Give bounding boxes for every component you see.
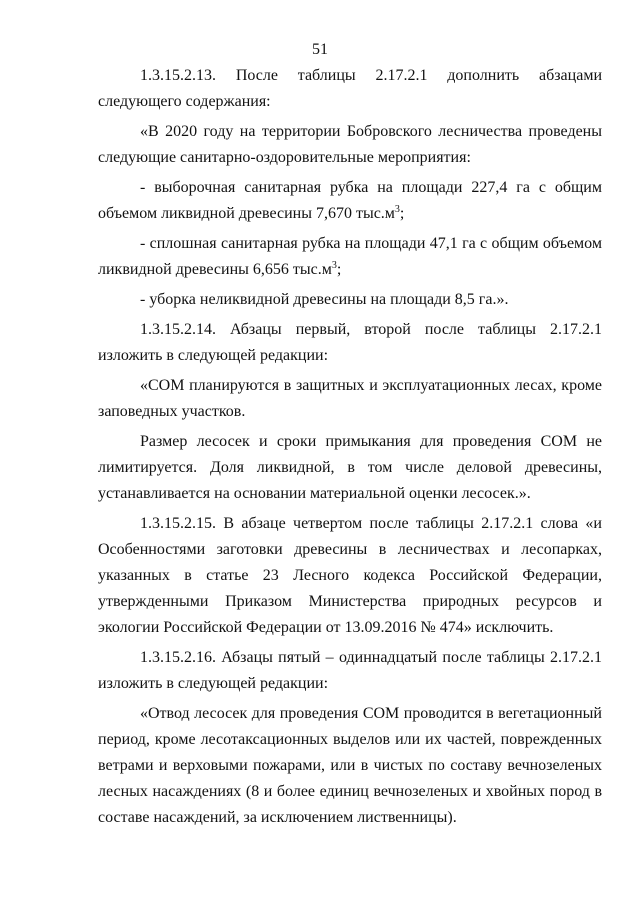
paragraph-clear-cutting-text: - сплошная санитарная рубка на площади 47,1 га с общим объемом ликвидной древесины 6,656 тыс.м (98, 235, 602, 278)
paragraph-som-size: Размер лесосек и сроки примыкания для проведения СОМ не лимитируется. Доля ликвидной, в том числе деловой древесины, устанавливается на основании материальной оценки лесосек.». (98, 433, 602, 502)
paragraph-quote-intro: «В 2020 году на территории Бобровского лесничества проведены следующие санитарно-оздоровительные мероприятия: (98, 123, 602, 166)
paragraph-clear-cutting (98, 231, 602, 283)
paragraph-selective-cutting-text: - выборочная санитарная рубка на площади 227,4 га с общим объемом ликвидной древесины 7,670 тыс.м (98, 179, 602, 222)
page-number: 51 (312, 41, 328, 58)
paragraph-allotment: «Отвод лесосек для проведения СОМ проводится в вегетационный период, кроме лесотаксационных выделов или их частей, поврежденных ветрами и верховыми пожарами, или в чистых по составу вечнозеленых лесных насаждениях (8 и более единиц вечнозеленых и хвойных пород в составе насаждений, за исключением лиственницы). (98, 705, 602, 826)
paragraph-selective-cutting (98, 175, 602, 227)
paragraph-clear-cutting-end: ; (336, 261, 342, 278)
paragraph-cleanup: - уборка неликвидной древесины на площади 8,5 га.». (140, 291, 509, 308)
paragraph-1-3-15-2-15: 1.3.15.2.15. В абзаце четвертом после таблицы 2.17.2.1 слова «и Особенностями заготовки древесины в лесничествах и лесопарках, указанных в статье 23 Лесного кодекса Российской Федерации, утвержденными Приказом Министерства природных ресурсов и экологии Российской Федерации от 13.09.2016 № 474» исключить. (98, 515, 602, 636)
superscript-cube: 3 (331, 260, 337, 271)
superscript-cube: 3 (394, 204, 400, 215)
paragraph-1-3-15-2-13: 1.3.15.2.13. После таблицы 2.17.2.1 дополнить абзацами следующего содержания: (98, 67, 602, 110)
paragraph-1-3-15-2-14: 1.3.15.2.14. Абзацы первый, второй после таблицы 2.17.2.1 изложить в следующей редакции: (98, 321, 602, 364)
paragraph-som-planning: «СОМ планируются в защитных и эксплуатационных лесах, кроме заповедных участков. (98, 377, 602, 420)
paragraph-selective-cutting-end: ; (399, 205, 405, 222)
paragraph-1-3-15-2-16: 1.3.15.2.16. Абзацы пятый – одиннадцатый после таблицы 2.17.2.1 изложить в следующей редакции: (98, 649, 602, 692)
document-body (98, 63, 602, 831)
